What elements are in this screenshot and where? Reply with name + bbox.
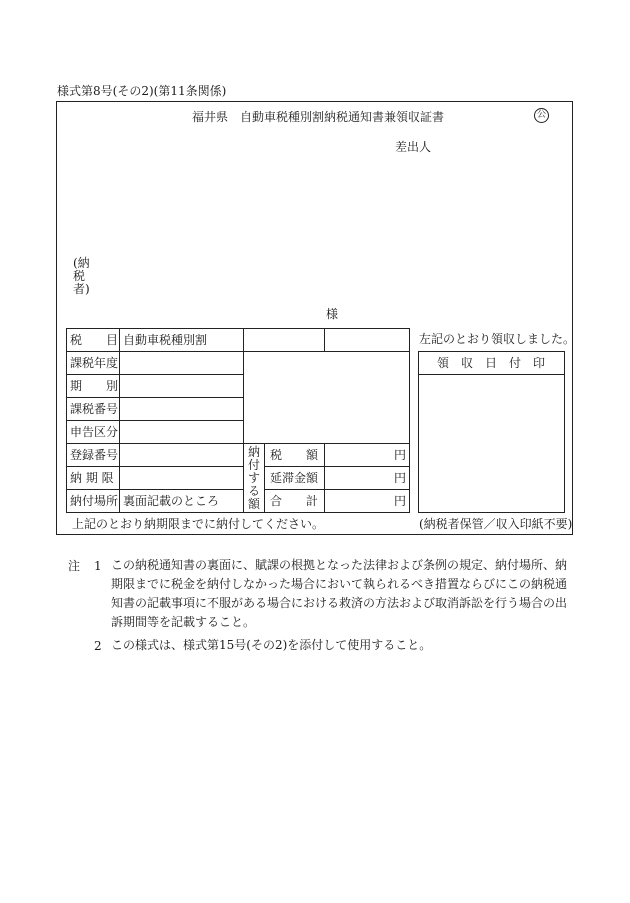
tax-amount-unit: 円 (394, 448, 407, 462)
table-line (66, 443, 409, 444)
table-line (243, 328, 244, 513)
note-text: この納税通知書の裏面に、賦課の根拠となった法律および条例の規定、納付場所、納期限までに税金を納付しなかった場合において執られるべき措置ならびにこの納税通知書の記載事項に不服がある場合における救済の方法および取消訴訟を行う場合の出訴期間等を記載すること。 (111, 558, 568, 629)
stamp-box-line (418, 374, 564, 375)
form-number: 様式第8号(その2)(第11条関係) (57, 84, 227, 98)
stamp-box-line (418, 351, 419, 513)
stamp-box-line (418, 512, 564, 513)
late-fee-unit: 円 (394, 471, 407, 485)
table-line (66, 466, 243, 467)
taxpayer-label: (納税者) (73, 256, 90, 296)
tax-year-label: 課税年度 (70, 356, 119, 370)
stamp-box-line (564, 351, 565, 513)
note-text: この様式は、様式第15号(その2)を添付して使用すること。 (111, 638, 432, 652)
table-line (66, 489, 243, 490)
table-line (264, 489, 409, 490)
table-line (66, 420, 243, 421)
footer-retention: (納税者保管／収入印紙不要) (419, 517, 573, 531)
table-line (324, 443, 325, 513)
table-line (66, 397, 243, 398)
registration-number-label: 登録番号 (70, 448, 119, 462)
tax-number-label: 課税番号 (70, 402, 119, 416)
payment-place-label: 納付場所 (70, 494, 119, 508)
receipt-statement: 左記のとおり領収しました。 (419, 332, 576, 346)
sender-label: 差出人 (395, 140, 432, 154)
tax-notice-form (56, 101, 576, 535)
late-fee-label: 延滞金額 (270, 471, 319, 485)
payment-deadline-label: 納 期 限 (70, 471, 114, 485)
period-label: 期 別 (70, 379, 119, 393)
table-line (264, 443, 265, 513)
table-line (324, 328, 325, 352)
notes-heading: 注 (68, 559, 81, 573)
total-unit: 円 (394, 494, 407, 508)
note-number: 2 (94, 639, 102, 653)
note-number: 1 (94, 559, 102, 573)
receipt-stamp-label: 領 収 日 付 印 (436, 356, 545, 370)
tax-amount-label: 税 額 (270, 448, 319, 462)
table-line (66, 328, 67, 513)
payment-amount-group-label: 納付する額 (247, 445, 260, 511)
tax-item-label: 税 目 (70, 333, 119, 347)
table-line (66, 328, 409, 329)
form-title: 福井県 自動車税種別割納税通知書兼領収証書 (192, 110, 445, 124)
stamp-box-line (418, 351, 564, 352)
table-line (264, 466, 409, 467)
public-seal-icon: 公 (534, 108, 549, 123)
table-line (66, 512, 409, 513)
filing-category-label: 申告区分 (70, 425, 119, 439)
honorific-sama: 様 (326, 307, 339, 321)
total-label: 合 計 (270, 494, 319, 508)
footer-instruction: 上記のとおり納期限までに納付してください。 (72, 517, 325, 531)
table-line (66, 351, 409, 352)
table-line (66, 374, 243, 375)
payment-place-value: 裏面記載のところ (123, 494, 220, 508)
table-line (119, 328, 120, 513)
tax-item-value: 自動車税種別割 (123, 333, 208, 347)
table-line (409, 328, 410, 513)
